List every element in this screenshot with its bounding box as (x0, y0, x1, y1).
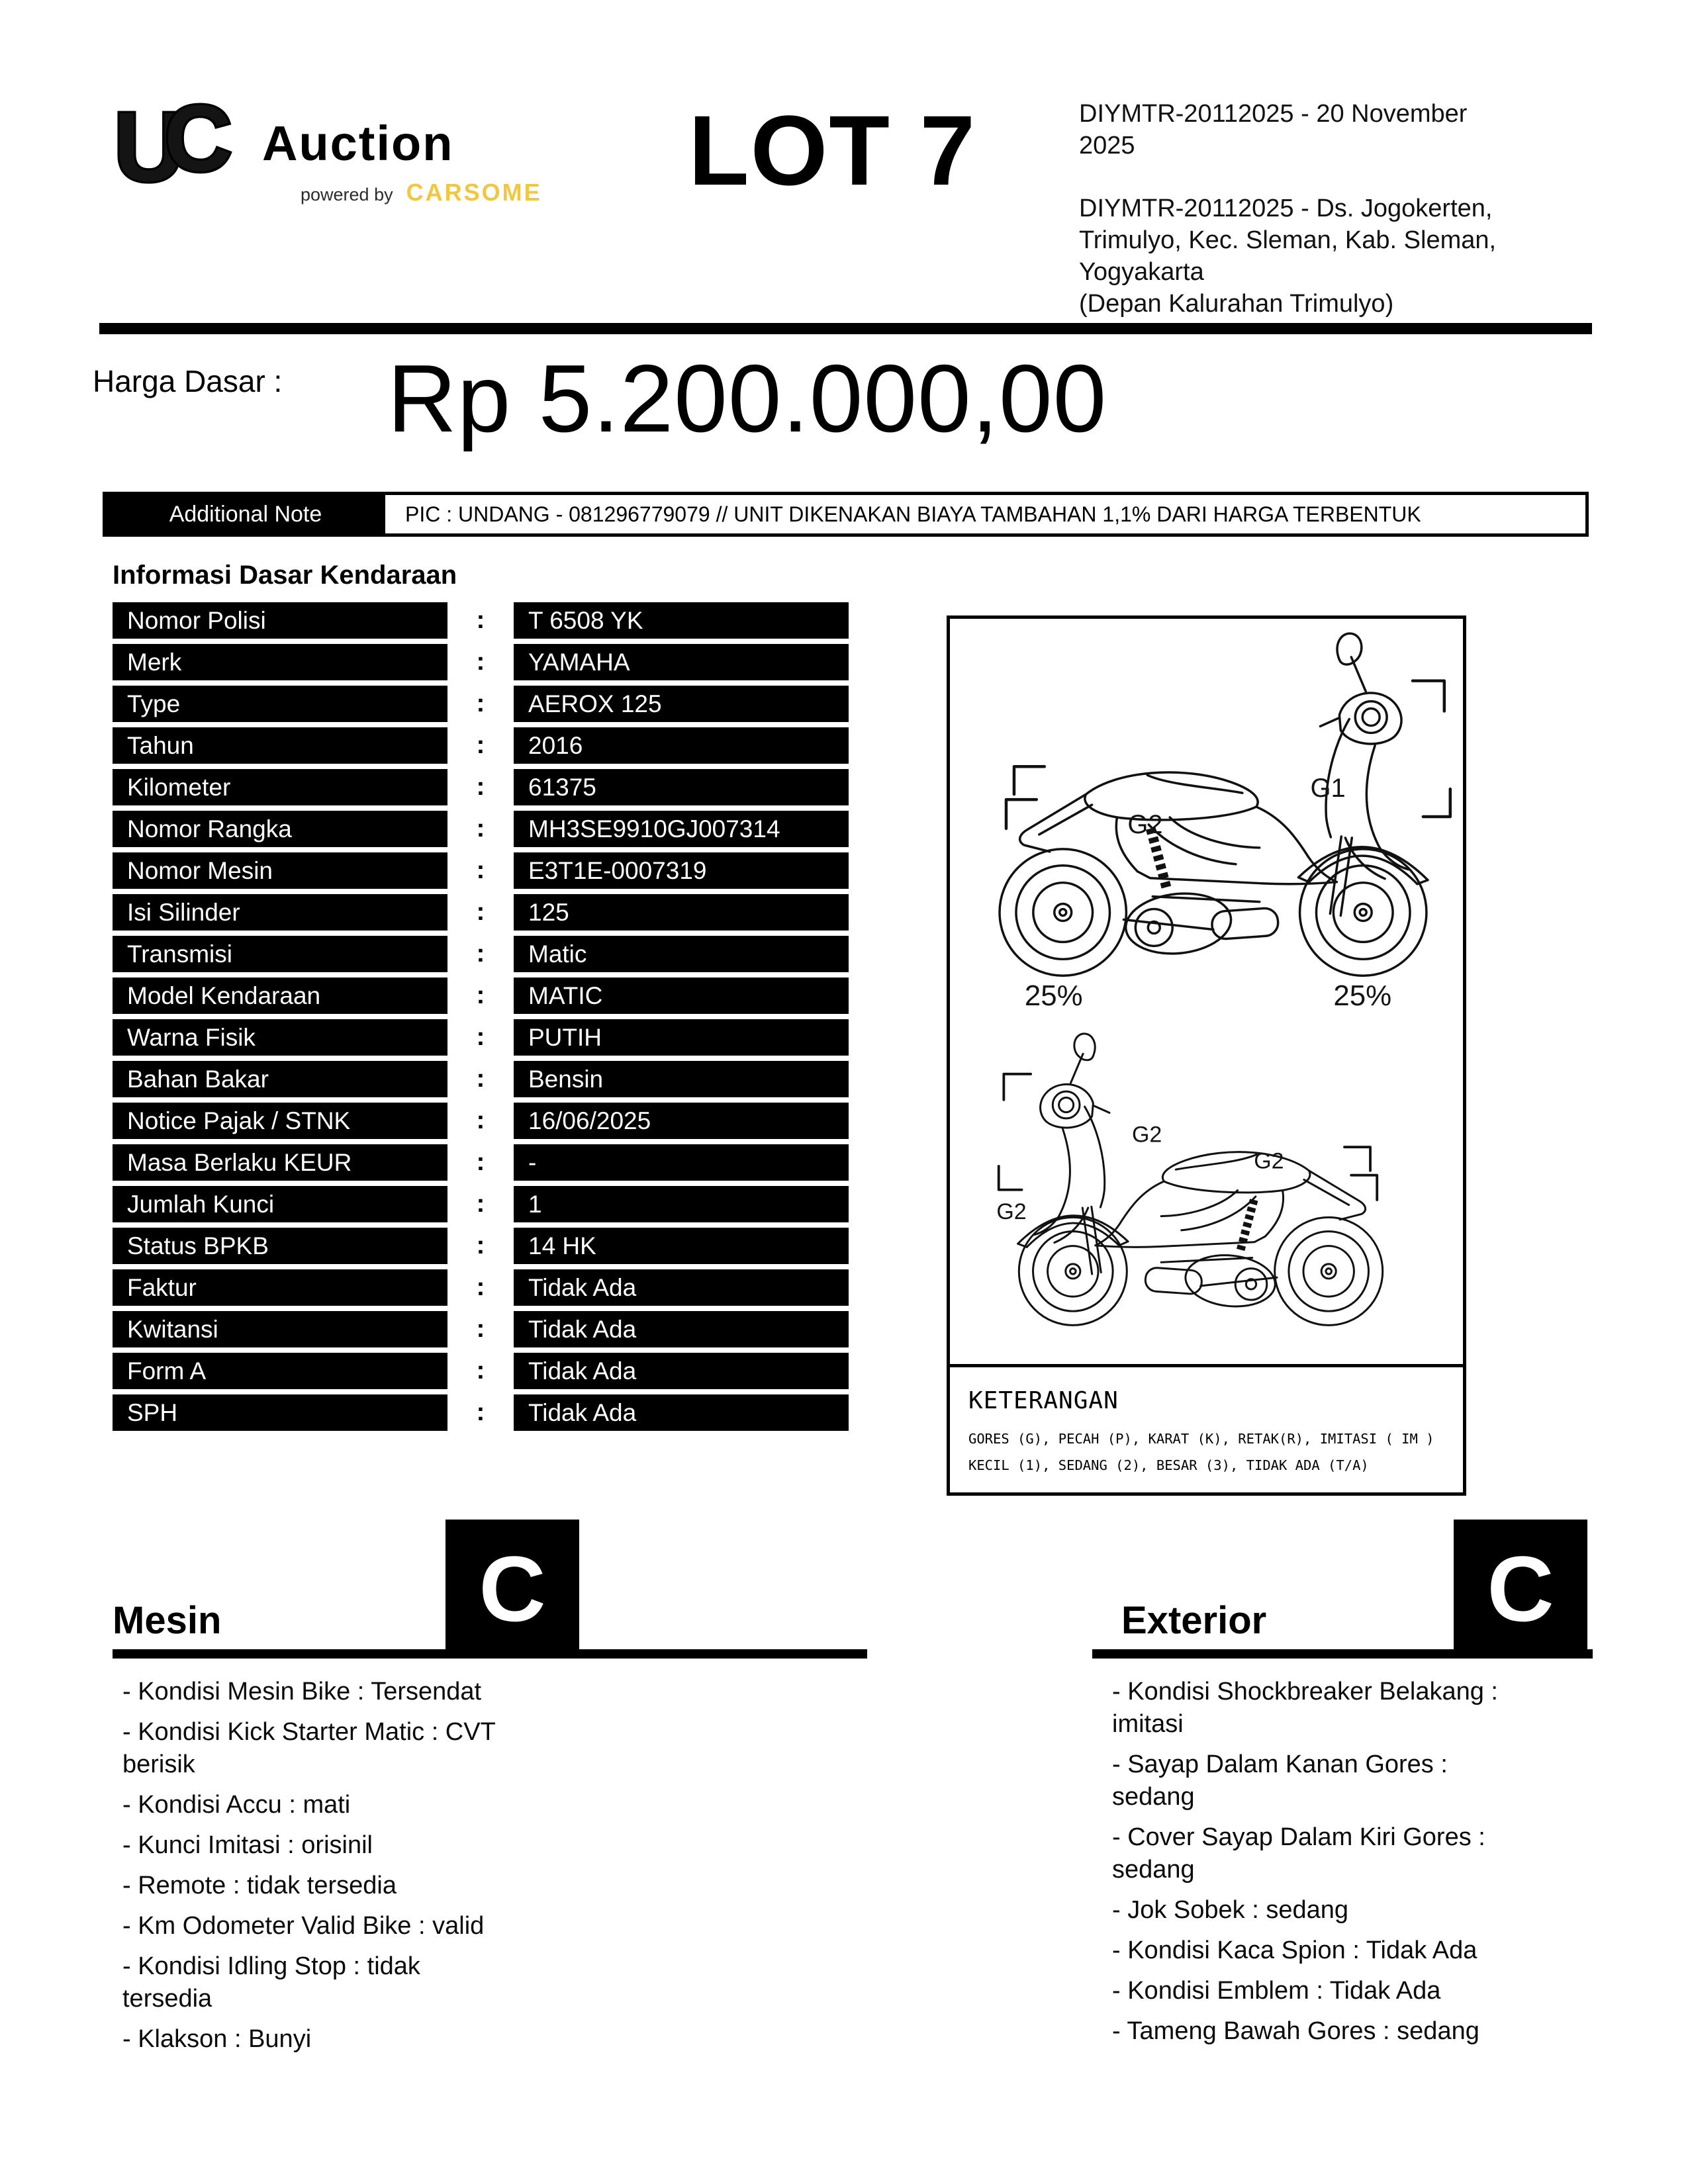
condition-item: - Kondisi Accu : mati (122, 1791, 351, 1819)
condition-item: - Kondisi Emblem : Tidak Ada (1112, 1977, 1441, 2005)
info-label: Jumlah Kunci (113, 1186, 447, 1222)
tire-wear-rear-label: 25% (1024, 979, 1083, 1013)
condition-item: - Kondisi Idling Stop : tidak tersedia (122, 1952, 420, 2013)
info-colon: : (476, 1357, 485, 1385)
damage-code-label: G2 (1127, 809, 1163, 839)
info-value: 2016 (514, 727, 849, 764)
mesin-grade-badge: C (445, 1520, 579, 1659)
info-label: Nomor Rangka (113, 811, 447, 847)
monogram-u: U (113, 92, 185, 194)
table-row (113, 1019, 854, 1056)
base-price-label: Harga Dasar : (93, 364, 283, 398)
info-colon: : (476, 1398, 485, 1426)
table-row (113, 1186, 854, 1222)
uc-monogram-icon (113, 91, 252, 194)
carsome-logo: CARSOME (406, 179, 542, 206)
info-colon: : (476, 815, 485, 842)
info-label: Nomor Polisi (113, 602, 447, 639)
mesin-title: Mesin (113, 1599, 222, 1642)
monogram-c: C (164, 91, 232, 191)
info-label: SPH (113, 1394, 447, 1431)
additional-note-bar (103, 492, 1589, 537)
scooter-left-side-diagram (950, 1021, 1463, 1364)
table-row (113, 686, 854, 722)
table-row (113, 1394, 854, 1431)
info-value: 16/06/2025 (514, 1103, 849, 1139)
table-row (113, 1311, 854, 1347)
info-value: Tidak Ada (514, 1311, 849, 1347)
info-label: Kwitansi (113, 1311, 447, 1347)
auction-location-line: DIYMTR-20112025 - Ds. Jogokerten, Trimulyo, Kec. Sleman, Kab. Sleman, Yogyakarta (1079, 194, 1497, 286)
info-colon: : (476, 773, 485, 801)
info-value: AEROX 125 (514, 686, 849, 722)
info-colon: : (476, 1023, 485, 1051)
vehicle-info-table (113, 602, 854, 1436)
damage-diagram-panel (947, 615, 1466, 1496)
info-label: Faktur (113, 1269, 447, 1306)
info-colon: : (476, 731, 485, 759)
additional-note-text: PIC : UNDANG - 081296779079 // UNIT DIKENAKAN BIAYA TAMBAHAN 1,1% DARI HARGA TERBENTUK (405, 502, 1421, 526)
condition-item: - Kondisi Kick Starter Matic : CVT berisik (122, 1718, 496, 1779)
info-colon: : (476, 981, 485, 1009)
condition-item: - Kondisi Kaca Spion : Tidak Ada (1112, 1936, 1477, 1965)
condition-item: - Klakson : Bunyi (122, 2025, 312, 2054)
info-label: Notice Pajak / STNK (113, 1103, 447, 1139)
info-value: Tidak Ada (514, 1353, 849, 1389)
auction-session-line: DIYMTR-20112025 - 20 November 2025 (1079, 100, 1468, 160)
info-label: Kilometer (113, 769, 447, 805)
info-value: 125 (514, 894, 849, 931)
info-label: Transmisi (113, 936, 447, 972)
info-value: PUTIH (514, 1019, 849, 1056)
info-colon: : (476, 1065, 485, 1093)
info-value: 1 (514, 1186, 849, 1222)
info-label: Form A (113, 1353, 447, 1389)
table-row (113, 644, 854, 680)
table-row (113, 1269, 854, 1306)
info-colon: : (476, 648, 485, 676)
info-label: Status BPKB (113, 1228, 447, 1264)
tire-wear-front-label: 25% (1333, 979, 1392, 1013)
table-row (113, 1353, 854, 1389)
header-divider (99, 323, 1592, 334)
mesin-item-list (122, 1676, 506, 2056)
header (0, 0, 1688, 323)
info-colon: : (476, 1315, 485, 1343)
info-value: Tidak Ada (514, 1269, 849, 1306)
exterior-title: Exterior (1121, 1599, 1267, 1642)
additional-note-label: Additional Note (106, 495, 385, 533)
damage-code-label: G1 (1310, 774, 1346, 803)
condition-item: - Remote : tidak tersedia (122, 1872, 397, 1900)
keterangan-legend (950, 1364, 1463, 1492)
condition-item: - Kondisi Mesin Bike : Tersendat (122, 1678, 482, 1706)
brand-name: Auction (262, 116, 454, 171)
powered-by-label: powered by (301, 185, 393, 205)
damage-code-label: G2 (996, 1199, 1027, 1224)
info-value: Matic (514, 936, 849, 972)
condition-item: - Kunci Imitasi : orisinil (122, 1831, 373, 1860)
scooter-right-side-diagram (950, 619, 1463, 1021)
info-colon: : (476, 690, 485, 717)
table-row (113, 1061, 854, 1097)
info-value: 61375 (514, 769, 849, 805)
info-colon: : (476, 1273, 485, 1301)
condition-item: - Cover Sayap Dalam Kiri Gores : sedang (1112, 1823, 1485, 1884)
info-value: Bensin (514, 1061, 849, 1097)
info-label: Type (113, 686, 447, 722)
info-label: Masa Berlaku KEUR (113, 1144, 447, 1181)
lot-number: LOT 7 (688, 95, 977, 206)
info-value: MH3SE9910GJ007314 (514, 811, 849, 847)
exterior-item-list (1112, 1676, 1516, 2048)
table-row (113, 936, 854, 972)
condition-item: - Tameng Bawah Gores : sedang (1112, 2017, 1479, 2046)
logo-text (262, 91, 542, 206)
info-value: MATIC (514, 978, 849, 1014)
legend-damage-codes: GORES (G), PECAH (P), KARAT (K), RETAK(R), IMITASI ( IM ) (968, 1431, 1434, 1447)
info-value: - (514, 1144, 849, 1181)
condition-item: - Sayap Dalam Kanan Gores : sedang (1112, 1751, 1448, 1811)
info-value: 14 HK (514, 1228, 849, 1264)
condition-item: - Km Odometer Valid Bike : valid (122, 1912, 485, 1940)
info-colon: : (476, 606, 485, 634)
exterior-grade-badge: C (1454, 1520, 1587, 1659)
condition-sections (113, 1527, 1688, 2064)
damage-code-label: G2 (1131, 1122, 1162, 1148)
powered-by-row (262, 179, 542, 206)
info-label: Tahun (113, 727, 447, 764)
info-label: Warna Fisik (113, 1019, 447, 1056)
legend-title: KETERANGAN (968, 1387, 1119, 1414)
table-row (113, 852, 854, 889)
info-value: E3T1E-0007319 (514, 852, 849, 889)
info-label: Bahan Bakar (113, 1061, 447, 1097)
meta-spacer (1079, 162, 1503, 193)
info-label: Nomor Mesin (113, 852, 447, 889)
base-price-value: Rp 5.200.000,00 (387, 345, 1107, 452)
legend-severity-codes: KECIL (1), SEDANG (2), BESAR (3), TIDAK ADA (T/A) (968, 1457, 1369, 1473)
info-value: Tidak Ada (514, 1394, 849, 1431)
vehicle-info-title: Informasi Dasar Kendaraan (113, 561, 457, 590)
auction-meta (1079, 98, 1503, 320)
table-row (113, 1144, 854, 1181)
info-value: T 6508 YK (514, 602, 849, 639)
condition-item: - Jok Sobek : sedang (1112, 1896, 1348, 1925)
exterior-header (1092, 1527, 1593, 1659)
damage-code-label: G2 (1254, 1148, 1284, 1174)
info-colon: : (476, 1232, 485, 1259)
auction-location-note: (Depan Kalurahan Trimulyo) (1079, 290, 1394, 318)
table-row (113, 978, 854, 1014)
table-row (113, 1228, 854, 1264)
table-row (113, 727, 854, 764)
info-label: Isi Silinder (113, 894, 447, 931)
info-colon: : (476, 1190, 485, 1218)
info-label: Model Kendaraan (113, 978, 447, 1014)
info-value: YAMAHA (514, 644, 849, 680)
table-row (113, 769, 854, 805)
condition-item: - Kondisi Shockbreaker Belakang : imitasi (1112, 1678, 1498, 1739)
section-mesin (113, 1527, 867, 2064)
mesin-header (113, 1527, 867, 1659)
table-row (113, 894, 854, 931)
info-colon: : (476, 940, 485, 968)
uc-auction-logo (113, 91, 542, 206)
table-row (113, 602, 854, 639)
info-colon: : (476, 856, 485, 884)
table-row (113, 811, 854, 847)
info-colon: : (476, 1107, 485, 1134)
info-colon: : (476, 1148, 485, 1176)
main-content (113, 602, 1688, 1496)
info-label: Merk (113, 644, 447, 680)
section-exterior (1092, 1527, 1593, 2056)
base-price-section (0, 334, 1688, 492)
table-row (113, 1103, 854, 1139)
info-colon: : (476, 898, 485, 926)
